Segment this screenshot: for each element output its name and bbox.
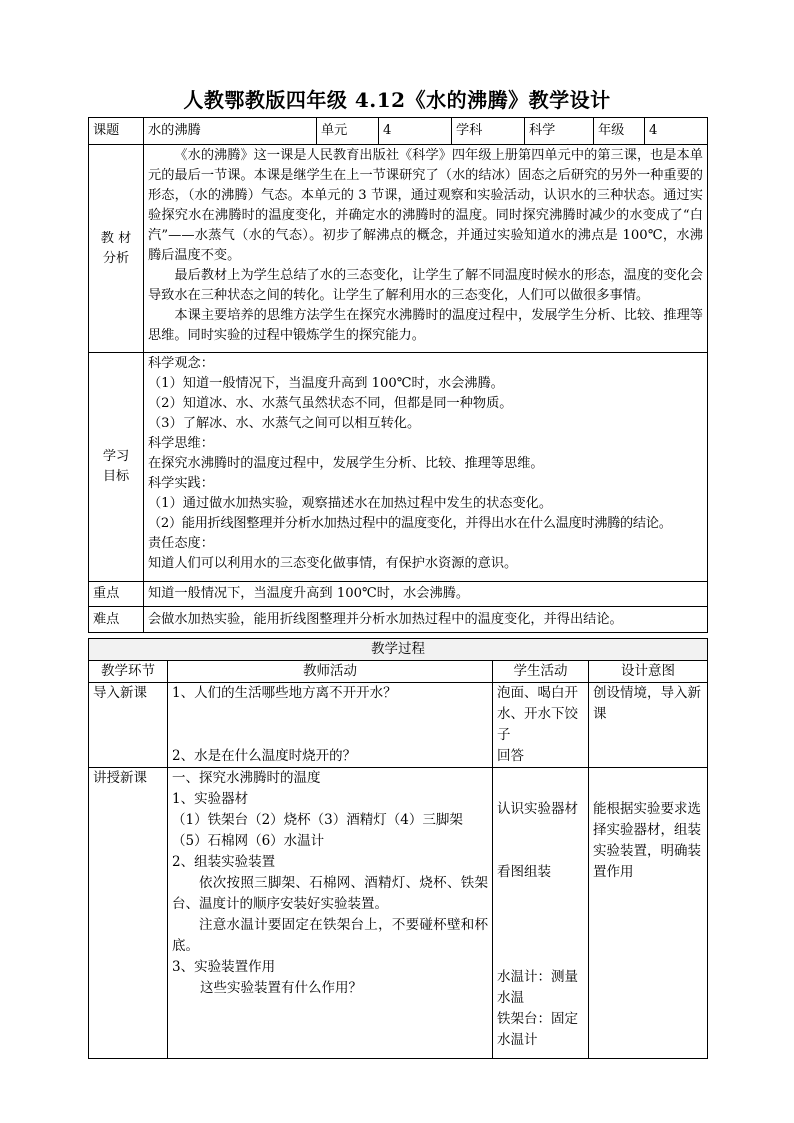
- lesson-info-table: [88, 117, 708, 633]
- intro-intent: 创设情境，导入新课: [589, 683, 708, 768]
- intro-row: [89, 683, 708, 768]
- lecture-row: [89, 768, 708, 1059]
- lecture-teacher-line: 一、探究水沸腾时的温度: [172, 770, 321, 786]
- header-intent: 设计意图: [589, 661, 708, 683]
- goals-row: [89, 353, 708, 582]
- lecture-teacher-line: （5）石棉网（6）水温计: [172, 833, 325, 849]
- intro-teacher: [168, 683, 493, 768]
- lecture-student-a3: 水温计：测量水温: [497, 969, 578, 1006]
- lecture-teacher-line: （1）铁架台（2）烧杯（3）酒精灯（4）三脚架: [172, 812, 463, 828]
- analysis-row: [89, 145, 708, 353]
- goal-line: （3）了解冰、水、水蒸气之间可以相互转化。: [148, 416, 421, 431]
- header-stage: 教学环节: [89, 661, 168, 683]
- intro-teacher-q2: 2、水是在什么温度时烧开的？: [172, 748, 357, 764]
- goal-line: （1）通过做水加热实验，观察描述水在加热过程中发生的状态变化。: [148, 496, 553, 511]
- goal-line: （2）能用折线图整理并分析水加热过程中的温度变化，并得出水在什么温度时沸腾的结论。: [148, 516, 672, 531]
- goal-line: 科学观念：: [148, 356, 214, 371]
- analysis-paragraph: 《水的沸腾》这一课是人民教育出版社《科学》四年级上册第四单元中的第三课，也是本单元的最后一节课。本课是继学生在上一节课研究了（水的结冰）固态之后研究的另外一种重要的形态，（水的沸腾）气态。本单元的 3 节课，通过观察和实验活动，认识水的三种状态。通过实验探究水在沸腾时的温度变化，并确定水的沸腾时的温度。同时探究沸腾时减少的水变成了“白汽”——水蒸气（水的气态）。初步了解沸点的概念，并通过实验知道水的沸点是 100℃，水沸腾后温度不变。: [148, 148, 703, 263]
- topic-row: [89, 118, 708, 145]
- intro-teacher-q1: 1、人们的生活哪些地方离不开开水？: [172, 685, 397, 701]
- topic-value: 水的沸腾: [144, 118, 317, 145]
- goal-line: （2）知道冰、水、水蒸气虽然状态不同，但都是同一种物质。: [148, 396, 513, 411]
- goals-label-line2: 目标: [102, 469, 130, 484]
- lecture-teacher-para: 注意水温计要固定在铁架台上，不要碰杯壁和杯底。: [172, 917, 488, 954]
- lecture-teacher-para: 依次按照三脚架、石棉网、酒精灯、烧杯、铁架台、温度计的顺序安装好实验装置。: [172, 875, 488, 912]
- unit-value: 4: [379, 118, 452, 145]
- analysis-paragraph: 本课主要培养的思维方法学生在探究水沸腾时的温度过程中，发展学生分析、比较、推理等思维。同时实验的过程中锻炼学生的探究能力。: [148, 308, 703, 343]
- lecture-teacher-question: 这些实验装置有什么作用？: [200, 980, 362, 996]
- lecture-teacher-line: 2、组装实验装置: [172, 854, 276, 870]
- document-title: 人教鄂教版四年级 4.12《水的沸腾》教学设计: [183, 88, 611, 112]
- lecture-teacher-line: 3、实验装置作用: [172, 959, 276, 975]
- goal-line: （1）知道一般情况下，当温度升高到 100℃时，水会沸腾。: [148, 376, 504, 391]
- teaching-process-table: [88, 638, 708, 1059]
- lecture-teacher: [168, 768, 493, 1059]
- key-point-row: [89, 582, 708, 607]
- lecture-teacher-line: 1、实验器材: [172, 791, 249, 807]
- header-student: 学生活动: [493, 661, 589, 683]
- key-point-label: 重点: [89, 582, 144, 607]
- grade-value: 4: [645, 118, 708, 145]
- goal-line: 科学实践：: [148, 476, 214, 491]
- process-title-row: [89, 639, 708, 661]
- analysis-label-line1: 教 材: [100, 230, 132, 246]
- goal-line: 知道人们可以利用水的三态变化做事情，有保护水资源的意识。: [148, 556, 518, 571]
- lecture-intent: [589, 768, 708, 1059]
- goal-line: 责任态度：: [148, 536, 214, 551]
- goals-label-line1: 学习: [102, 449, 130, 464]
- goals-content: [144, 353, 708, 582]
- difficulty-text: 会做水加热实验，能用折线图整理并分析水加热过程中的温度变化，并得出结论。: [144, 607, 708, 633]
- key-point-text: 知道一般情况下，当温度升高到 100℃时，水会沸腾。: [144, 582, 708, 607]
- lecture-intent-text: 能根据实验要求选择实验器材，组装实验装置，明确装置作用: [593, 801, 701, 880]
- intro-student-a2: 回答: [497, 748, 524, 764]
- goal-line: 科学思维：: [148, 436, 214, 451]
- intro-student-a1: 泡面、喝白开水、开水下饺子: [497, 685, 578, 743]
- goals-label: [89, 353, 144, 582]
- topic-label: 课题: [89, 118, 144, 145]
- unit-label: 单元: [317, 118, 379, 145]
- difficulty-label: 难点: [89, 607, 144, 633]
- analysis-paragraph: 最后教材上为学生总结了水的三态变化，让学生了解不同温度时候水的形态，温度的变化会导致水在三种状态之间的转化。让学生了解利用水的三态变化，人们可以做很多事情。: [148, 268, 703, 303]
- difficulty-row: [89, 607, 708, 633]
- lecture-student-a4: 铁架台：固定水温计: [497, 1011, 578, 1048]
- lecture-stage: 讲授新课: [89, 768, 168, 1059]
- lecture-student-a2: 看图组装: [497, 864, 551, 880]
- lecture-student: [493, 768, 589, 1059]
- process-header-row: [89, 661, 708, 683]
- lecture-student-a1: 认识实验器材: [497, 801, 578, 817]
- goal-line: 在探究水沸腾时的温度过程中，发展学生分析、比较、推理等思维。: [148, 456, 544, 471]
- grade-label: 年级: [594, 118, 645, 145]
- intro-student: [493, 683, 589, 768]
- analysis-content: [144, 145, 708, 353]
- intro-stage: 导入新课: [89, 683, 168, 768]
- process-title: 教学过程: [89, 639, 708, 661]
- subject-label: 学科: [452, 118, 525, 145]
- header-teacher: 教师活动: [168, 661, 493, 683]
- analysis-label: [89, 145, 144, 353]
- subject-value: 科学: [525, 118, 594, 145]
- analysis-label-line2: 分析: [102, 250, 130, 266]
